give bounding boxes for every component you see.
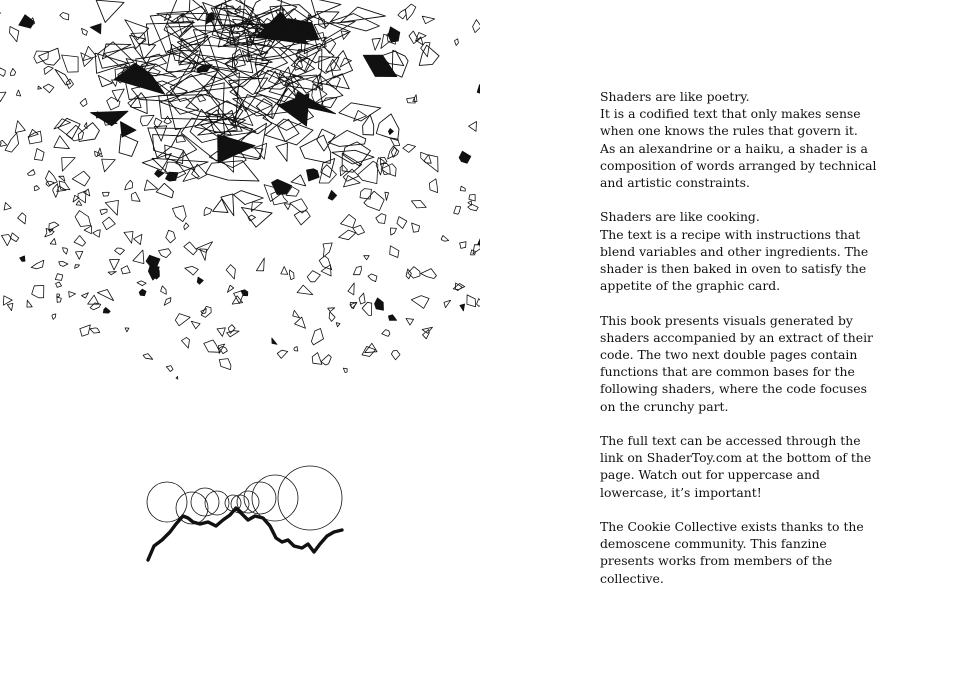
- glass-shard: [88, 295, 99, 304]
- glass-shard: [204, 340, 220, 352]
- glass-shard: [348, 283, 354, 295]
- glass-shard: [4, 203, 11, 211]
- paragraph-book: [600, 312, 873, 415]
- glass-shard: [411, 201, 426, 208]
- glass-shard: [57, 297, 61, 302]
- glass-shard: [460, 186, 465, 191]
- right-page: [480, 0, 960, 681]
- glass-shard: [2, 235, 12, 246]
- glass-shard: [191, 321, 200, 329]
- glass-shard: [300, 135, 331, 163]
- glass-shard: [143, 354, 153, 360]
- text-line: Shaders are like cooking.: [600, 209, 760, 225]
- glass-shard: [56, 282, 62, 287]
- glass-shard: [473, 20, 480, 33]
- glass-shard: [112, 89, 124, 102]
- glass-shard: [405, 4, 415, 20]
- glass-shard: [78, 123, 99, 142]
- glass-shard: [10, 68, 15, 75]
- glass-shard: [467, 295, 476, 307]
- glass-shard: [19, 15, 34, 28]
- glass-shard: [83, 46, 97, 60]
- text-line: code. The two next double pages contain: [600, 347, 858, 363]
- outline-circle: [278, 466, 342, 530]
- glass-shard: [82, 293, 89, 298]
- text-line: As an alexandrine or a haiku, a shader is a: [600, 140, 868, 156]
- glass-shard: [455, 39, 459, 46]
- glass-shard: [216, 0, 266, 25]
- glass-shard: [354, 110, 367, 121]
- glass-shard: [226, 265, 235, 279]
- glass-shard: [291, 175, 306, 186]
- glass-shard: [7, 303, 13, 310]
- glass-shard: [328, 308, 335, 312]
- glass-shard: [388, 27, 400, 42]
- glass-shard: [219, 347, 227, 354]
- glass-shard: [139, 289, 146, 296]
- glass-shard: [15, 121, 25, 133]
- glass-shard: [124, 232, 133, 244]
- glass-shard: [100, 209, 107, 215]
- glass-shard: [57, 294, 60, 297]
- glass-shard: [59, 262, 68, 267]
- glass-shard: [213, 199, 228, 212]
- glass-shard: [227, 285, 233, 292]
- glass-shard: [10, 27, 19, 42]
- glass-shard: [103, 217, 116, 230]
- glass-shard: [382, 330, 390, 337]
- glass-shard: [97, 290, 113, 301]
- glass-shard: [388, 146, 397, 159]
- glass-shard: [256, 258, 264, 271]
- text-line: The full text can be accessed through the: [600, 433, 861, 449]
- glass-shard: [125, 180, 133, 190]
- glass-shard: [307, 271, 320, 282]
- glass-shard: [398, 9, 406, 19]
- glass-shard: [166, 230, 176, 243]
- glass-shard: [155, 170, 164, 177]
- glass-shard: [469, 195, 475, 202]
- glass-shard: [62, 158, 75, 172]
- glass-shard: [403, 144, 416, 152]
- glass-shard: [397, 217, 407, 229]
- glass-shard: [105, 200, 118, 215]
- glass-shard: [359, 293, 365, 304]
- glass-shard: [372, 38, 381, 50]
- glass-shard: [144, 180, 157, 190]
- text-line: and artistic constraints.: [600, 175, 750, 191]
- glass-shard: [28, 131, 42, 144]
- glass-shard: [52, 314, 56, 320]
- text-line: The Cookie Collective exists thanks to the: [600, 519, 864, 535]
- glass-shard: [50, 239, 56, 245]
- glass-shard: [102, 192, 109, 196]
- glass-shard: [102, 159, 116, 172]
- glass-shard: [72, 171, 90, 186]
- text-line: on the crunchy part.: [600, 398, 729, 414]
- glass-shard: [376, 114, 399, 140]
- glass-shard: [182, 337, 190, 348]
- glass-shard: [297, 285, 313, 295]
- glass-shard: [454, 206, 461, 214]
- glass-shard: [289, 270, 294, 280]
- glass-shard: [34, 149, 44, 161]
- paragraph-shadertoy: [600, 432, 872, 501]
- text-line: collective.: [600, 570, 664, 586]
- glass-shard: [422, 16, 435, 24]
- text-line: blend variables and other ingredients. The: [600, 243, 869, 259]
- paragraph-cooking: [600, 208, 869, 294]
- glass-shard: [460, 304, 465, 311]
- glass-shard: [330, 14, 379, 31]
- glass-shard: [172, 206, 186, 222]
- glass-shard: [161, 286, 167, 294]
- glass-shard: [39, 48, 60, 65]
- text-line: functions that are common bases for the: [600, 364, 855, 380]
- glass-shard: [5, 133, 19, 152]
- glass-shard: [368, 274, 377, 282]
- glass-shard: [75, 265, 80, 269]
- text-line: presents works from members of the: [600, 553, 833, 569]
- glass-shard: [63, 248, 68, 254]
- glass-shard: [429, 179, 437, 193]
- glass-shard: [76, 251, 83, 259]
- glass-shard: [55, 274, 62, 281]
- glass-shard: [441, 236, 448, 242]
- glass-shard: [284, 204, 290, 210]
- glass-shard: [166, 366, 173, 372]
- glass-shard: [90, 328, 100, 333]
- glass-shard: [419, 45, 439, 65]
- glass-shard: [32, 286, 44, 298]
- glass-shard: [376, 214, 386, 224]
- glass-shard: [93, 230, 101, 237]
- glass-shard: [307, 169, 320, 181]
- glass-shard: [60, 13, 69, 20]
- glass-shard: [197, 277, 203, 284]
- glass-shard: [184, 223, 189, 230]
- text-line: composition of words arranged by technical: [600, 157, 877, 173]
- outline-circle: [237, 491, 259, 513]
- glass-shard: [412, 223, 420, 232]
- glass-shard: [96, 0, 124, 22]
- glass-shard: [241, 207, 272, 227]
- glass-shard: [328, 190, 337, 200]
- glass-shard: [390, 246, 399, 258]
- text-line: Shaders are like poetry.: [600, 89, 750, 104]
- glass-shard: [159, 249, 172, 258]
- glass-shard: [27, 170, 35, 176]
- glass-shard: [276, 143, 287, 161]
- glass-shard: [358, 161, 378, 183]
- glass-shard: [319, 256, 332, 270]
- glass-shard: [444, 300, 451, 307]
- glass-shard: [0, 68, 5, 76]
- glass-shard: [362, 302, 372, 315]
- glass-shard: [341, 31, 349, 39]
- glass-shard: [473, 245, 480, 254]
- glass-shard: [175, 314, 190, 326]
- text-line: appetite of the graphic card.: [600, 278, 781, 294]
- glass-shard: [388, 315, 396, 321]
- glass-shard: [293, 310, 300, 318]
- glass-shard: [277, 350, 288, 358]
- glass-shard: [329, 312, 335, 322]
- glass-shard: [321, 159, 335, 178]
- glass-shard: [164, 116, 172, 124]
- glass-shard: [311, 329, 323, 345]
- glass-shard: [469, 122, 477, 132]
- glass-shard: [109, 259, 119, 270]
- glass-shard: [360, 189, 372, 200]
- glass-shard: [272, 338, 277, 344]
- glass-shard: [134, 234, 142, 244]
- text-line: It is a codified text that only makes sense: [600, 106, 861, 122]
- intro-text: [600, 88, 877, 604]
- glass-shard: [281, 267, 288, 275]
- glass-shard: [59, 176, 65, 181]
- glass-shard: [80, 325, 91, 336]
- text-line: link on ShaderToy.com at the bottom of the: [600, 450, 872, 466]
- glass-shard: [295, 317, 306, 328]
- glass-shard: [58, 118, 80, 138]
- glass-shard: [183, 168, 199, 182]
- glass-shard: [363, 115, 374, 135]
- glass-shard: [468, 204, 479, 210]
- glass-shard: [363, 55, 397, 76]
- glass-shard: [184, 242, 197, 255]
- text-line: following shaders, where the code focuses: [600, 381, 867, 397]
- shattered-glass-illustration: [0, 0, 480, 420]
- glass-shard: [353, 266, 361, 275]
- glass-shard: [340, 58, 351, 67]
- glass-shard: [43, 84, 54, 93]
- glass-shard: [18, 213, 26, 224]
- glass-shard: [323, 243, 332, 257]
- glass-shard: [84, 123, 87, 129]
- glass-shard: [115, 248, 125, 255]
- glass-shard: [341, 7, 386, 22]
- text-line: lowercase, it’s important!: [600, 484, 762, 500]
- glass-shard: [391, 228, 397, 235]
- glass-shard: [294, 347, 298, 351]
- glass-shard: [80, 98, 87, 106]
- glass-shard: [84, 189, 90, 196]
- glass-shard: [319, 74, 349, 89]
- glass-shard: [0, 92, 6, 101]
- glass-shard: [62, 55, 79, 72]
- text-line: The text is a recipe with instructions that: [600, 226, 861, 242]
- mountain-ridge: [148, 508, 342, 560]
- glass-shard: [44, 66, 53, 74]
- glass-shard: [121, 266, 130, 274]
- glass-shard: [406, 319, 414, 326]
- glass-shard: [227, 331, 240, 337]
- glass-shard: [10, 233, 18, 242]
- glass-shard: [140, 115, 154, 126]
- glass-shard: [176, 376, 178, 379]
- glass-shard: [74, 236, 86, 247]
- glass-shard: [336, 323, 340, 327]
- glass-shard: [90, 24, 101, 34]
- glass-shard: [108, 272, 116, 275]
- glass-shard: [125, 328, 129, 332]
- glass-shard: [339, 230, 356, 240]
- glass-shard: [312, 353, 322, 365]
- glass-shard: [364, 191, 384, 210]
- glass-shard: [76, 201, 82, 206]
- glass-shard: [153, 135, 197, 159]
- glass-shard: [385, 192, 389, 200]
- glass-shard: [391, 351, 400, 360]
- glass-shard: [321, 355, 331, 365]
- glass-shard: [69, 292, 76, 298]
- glass-shard: [46, 171, 58, 186]
- text-line: page. Watch out for uppercase and: [600, 467, 820, 483]
- glass-shard: [204, 207, 212, 215]
- glass-shard: [82, 28, 88, 35]
- glass-shard: [137, 281, 146, 286]
- text-line: when one knows the rules that govern it.: [600, 123, 858, 139]
- glass-shard: [185, 266, 199, 275]
- glass-shard: [38, 86, 42, 89]
- glass-shard: [75, 211, 91, 227]
- glass-shard: [453, 284, 465, 290]
- glass-shard: [278, 119, 299, 141]
- glass-shard: [219, 359, 231, 370]
- glass-shard: [217, 328, 225, 337]
- paragraph-collective: [600, 518, 862, 587]
- glass-shard: [133, 250, 144, 264]
- text-line: shader is then baked in oven to satisfy the: [600, 261, 867, 277]
- glass-shard: [131, 192, 140, 201]
- glass-shard: [459, 151, 471, 163]
- glass-shard: [156, 183, 173, 198]
- glass-shard: [197, 242, 213, 253]
- paragraph-poetry: [600, 88, 877, 191]
- text-line: demoscene community. This fanzine: [600, 536, 827, 552]
- glass-shard: [164, 298, 171, 306]
- glass-shard: [20, 256, 25, 262]
- glass-shard: [343, 368, 347, 372]
- glass-shard: [364, 256, 370, 260]
- glass-shard: [59, 181, 70, 190]
- glass-shard: [31, 260, 44, 269]
- glass-shard: [27, 300, 32, 307]
- glass-shard: [107, 97, 120, 110]
- glass-shard: [241, 290, 248, 296]
- glass-shard: [269, 71, 280, 84]
- glass-shard: [388, 129, 393, 135]
- mountain-circles-illustration: [130, 460, 370, 570]
- glass-shard: [34, 186, 39, 191]
- glass-shard: [421, 269, 437, 279]
- outline-circle: [244, 482, 276, 514]
- glass-shard: [103, 308, 110, 314]
- glass-shard: [411, 296, 429, 309]
- glass-shard: [319, 17, 326, 29]
- glass-shard: [460, 242, 466, 249]
- glass-shard: [84, 226, 91, 234]
- glass-shard: [375, 298, 384, 310]
- glass-shard: [54, 136, 70, 149]
- glass-shard: [341, 214, 356, 227]
- text-line: shaders accompanied by an extract of their: [600, 329, 873, 345]
- outline-circle: [252, 475, 298, 521]
- glass-shard: [344, 176, 361, 187]
- glass-shard: [16, 90, 20, 96]
- text-line: This book presents visuals generated by: [600, 312, 853, 328]
- glass-shard: [351, 302, 357, 308]
- glass-shard: [130, 93, 147, 114]
- glass-shard: [98, 75, 112, 86]
